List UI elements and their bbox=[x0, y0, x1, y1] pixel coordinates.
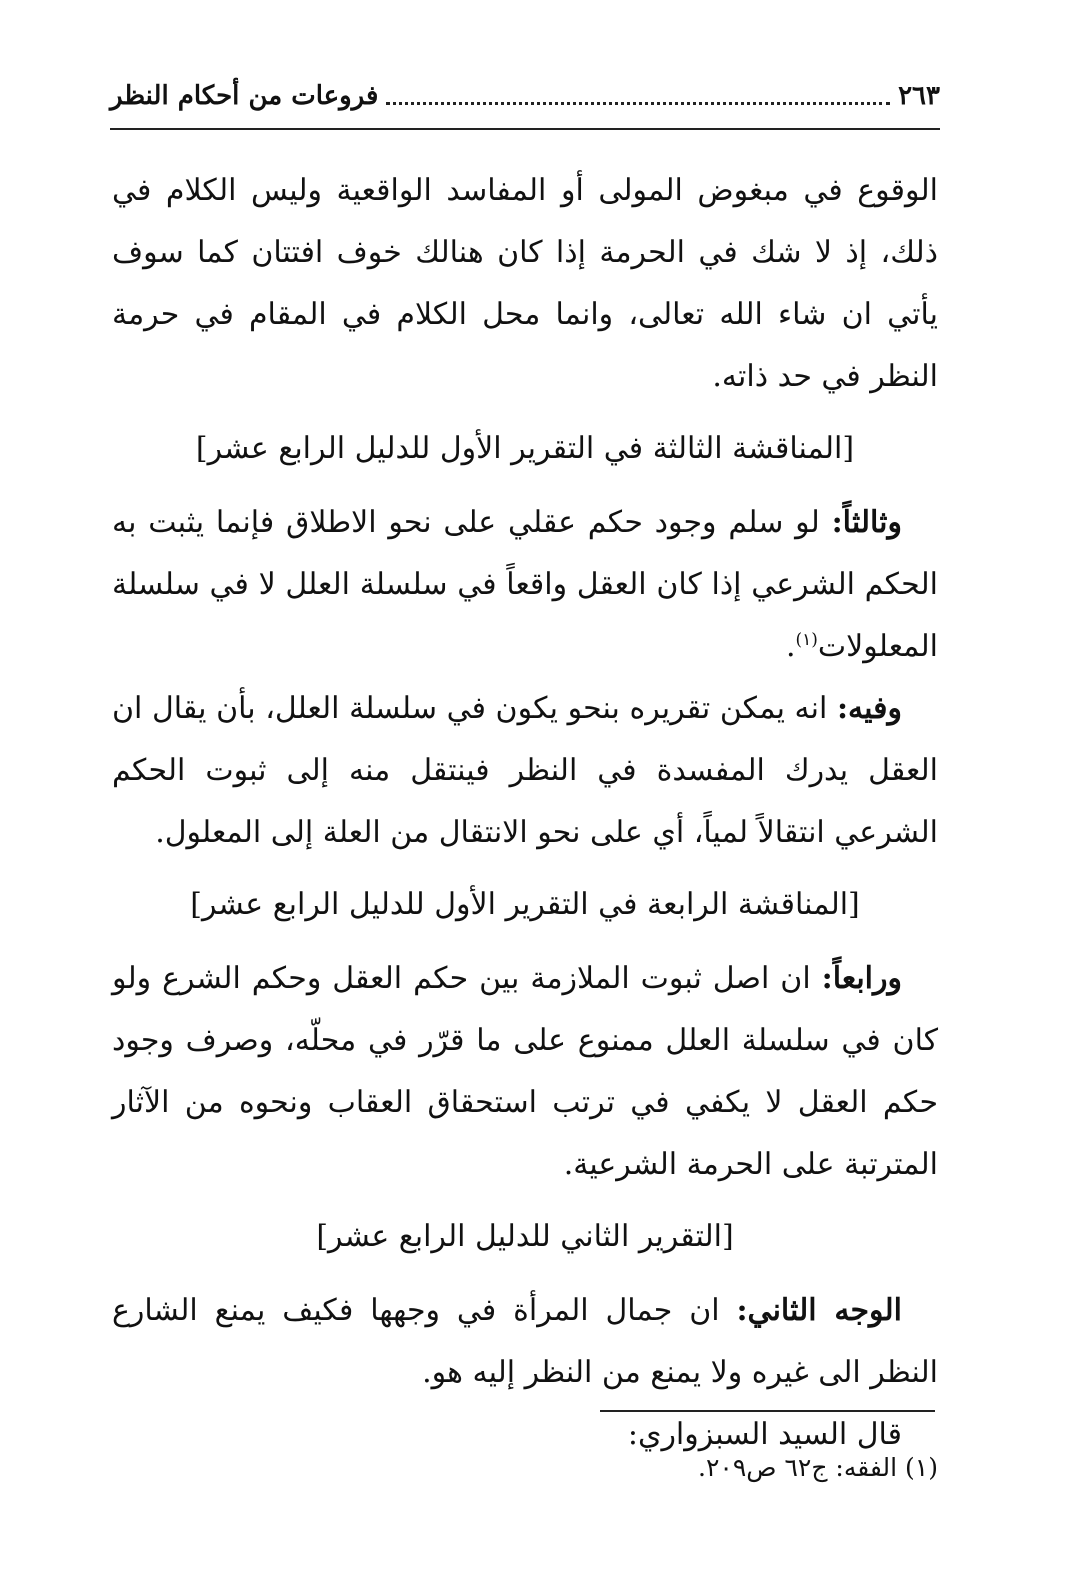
paragraph-end: . bbox=[785, 629, 796, 664]
section-heading: [المناقشة الثالثة في التقرير الأول للدليل الرابع عشر] bbox=[195, 431, 855, 466]
paragraph-text: انه يمكن تقريره بنحو يكون في سلسلة العلل، بأن يقال ان العقل يدرك المفسدة في النظر فينتقل منه إلى ثبوت الحكم الشرعي انتقالاً لمياً، أي على نحو الانتقال من العلة إلى المعلول. bbox=[112, 691, 938, 850]
page-number: ٢٦٣ bbox=[898, 81, 940, 111]
paragraph-text: ان اصل ثبوت الملازمة بين حكم العقل وحكم الشرع ولو كان في سلسلة العلل ممنوع على ما قرّر في محلّه، وصرف وجود حكم العقل لا يكفي في ترتب استحقاق العقاب ونحوه من الآثار المترتبة على الحرمة الشرعية. bbox=[112, 961, 938, 1182]
main-text bbox=[112, 160, 938, 1466]
paragraph-lead: وفيه: bbox=[836, 691, 902, 726]
footnote-separator bbox=[600, 1410, 935, 1412]
quote-intro: قال السيد السبزواري: bbox=[627, 1417, 902, 1452]
section-heading: [المناقشة الرابعة في التقرير الأول للدليل الرابع عشر] bbox=[190, 887, 860, 922]
paragraph-lead: ورابعاً: bbox=[821, 961, 902, 996]
paragraph bbox=[112, 492, 938, 678]
paragraph: الوقوع في مبغوض المولى أو المفاسد الواقعية وليس الكلام في ذلك، إذ لا شك في الحرمة إذا كان هنالك خوف افتتان كما سوف يأتي ان شاء الله تعالى، وانما محل الكلام في المقام في حرمة النظر في حد ذاته. bbox=[112, 173, 938, 394]
header-leader-dots bbox=[386, 102, 890, 105]
paragraph bbox=[112, 1280, 938, 1404]
paragraph-text: ان جمال المرأة في وجهها فكيف يمنع الشارع النظر الى غيره ولا يمنع من النظر إليه هو. bbox=[112, 1293, 938, 1390]
footnote: (١) الفقه: ج٦٢ ص٢٠٩. bbox=[698, 1453, 938, 1482]
paragraph-lead: وثالثاً: bbox=[831, 505, 902, 540]
section-heading: [التقرير الثاني للدليل الرابع عشر] bbox=[316, 1219, 734, 1254]
header-rule bbox=[110, 128, 940, 130]
paragraph-text: لو سلم وجود حكم عقلي على نحو الاطلاق فإنما يثبت به الحكم الشرعي إذا كان العقل واقعاً في سلسلة العلل لا في سلسلة المعلولات bbox=[112, 505, 938, 664]
running-title: فروعات من أحكام النظر bbox=[110, 81, 379, 111]
paragraph bbox=[112, 948, 938, 1196]
footnote-marker[interactable]: (١) bbox=[795, 630, 818, 650]
running-header bbox=[110, 78, 940, 114]
paragraph bbox=[112, 678, 938, 864]
paragraph-lead: الوجه الثاني: bbox=[736, 1293, 902, 1328]
